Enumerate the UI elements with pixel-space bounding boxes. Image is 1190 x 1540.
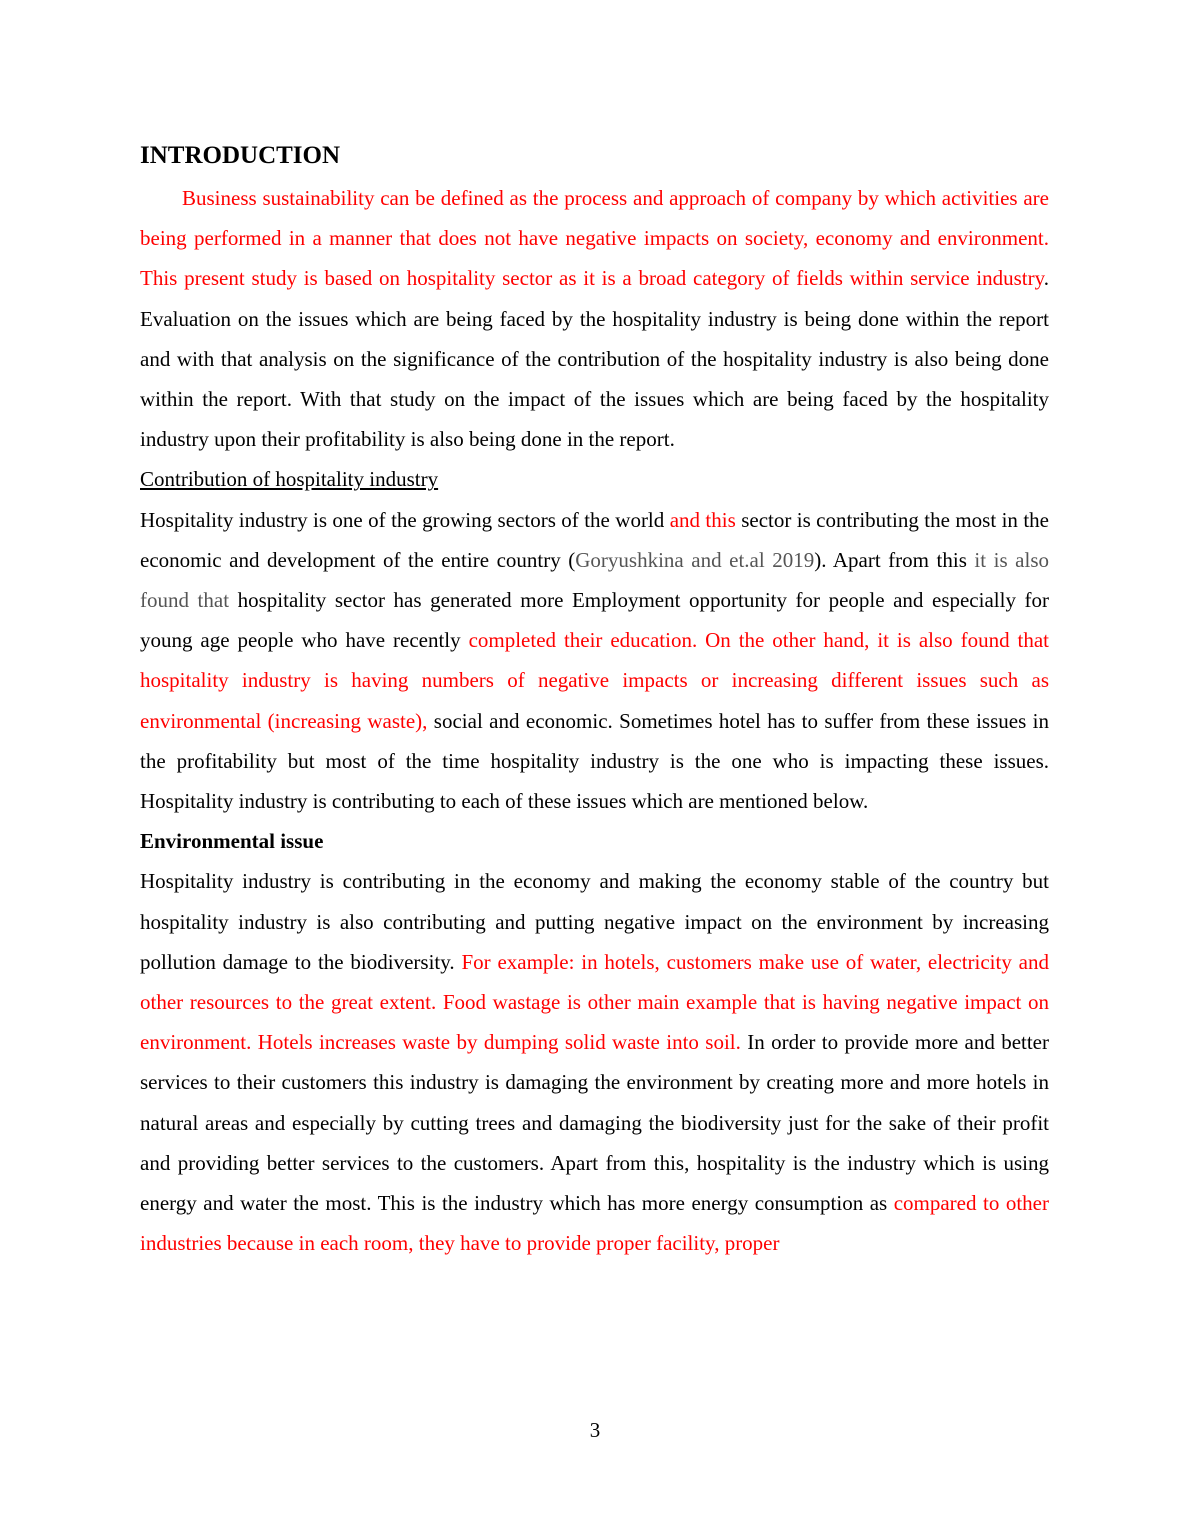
environmental-highlight-2: compared to other industries because in each room, they have to provide proper facility, proper [140, 1191, 1049, 1256]
contribution-text-2: sector is contributing the most in the economic and development of the entire country ( [140, 507, 1049, 572]
contribution-highlight-1: and this [669, 507, 736, 532]
intro-highlighted-text: Business sustainability can be defined as the process and approach of company by which activities are being performed in a manner that does not have negative impacts on society, economy and environment. This present study is based on hospitality sector as it is a broad category of fields within service industry [140, 186, 1049, 291]
contribution-text-3: ). Apart from this [814, 547, 975, 572]
intro-paragraph [140, 178, 1049, 459]
page-number: 3 [589, 1418, 601, 1442]
intro-text: . Evaluation on the issues which are being faced by the hospitality industry is being done within the report and with that analysis on the significance of the contribution of the hospitality industry is also being done within the report. With that study on the impact of the issues which are being faced by the hospitality industry upon their profitability is also being done in the report. [140, 266, 1049, 452]
contribution-text-5: social and economic. Sometimes hotel has to suffer from these issues in the profitability but most of the time hospitality industry is the one who is impacting these issues. Hospitality industry is contributing to each of these issues which are mentioned below. [140, 708, 1049, 814]
subheading-environmental-issue: Environmental issue [140, 829, 324, 854]
contribution-gray-text: it is also found that [140, 547, 1049, 613]
contribution-text-4: hospitality sector has generated more Employment opportunity for people and especially for young age people who have recently [140, 588, 1049, 653]
contribution-paragraph [140, 500, 1049, 822]
contribution-text-1: Hospitality industry is one of the growing sectors of the world [140, 507, 670, 532]
contribution-highlight-2: completed their education. On the other hand, it is also found that hospitality industry is having numbers of negative impacts or increasing different issues such as environmental (increasing waste), [140, 628, 1049, 733]
environmental-text-2: In order to provide more and better services to their customers this industry is damaging the environment by creating more and more hotels in natural areas and especially by cutting trees and damaging the biodiversity just for the sake of their profit and providing better services to the customers. Apart from this, hospitality is the industry which is using energy and water the most. This is the industry which has more energy consumption as [140, 1030, 1049, 1216]
subheading-contribution: Contribution of hospitality industry [140, 467, 439, 492]
environmental-highlight-1: For example: in hotels, customers make use of water, electricity and other resources to the great extent. Food wastage is other main example that is having negative impact on environment. Hotels increases waste by dumping solid waste into soil. [140, 949, 1049, 1055]
environmental-text-1: Hospitality industry is contributing in the economy and making the economy stable of the country but hospitality industry is also contributing and putting negative impact on the environment by increasing pollution damage to the biodiversity. [140, 869, 1049, 974]
section-heading-introduction: INTRODUCTION [140, 142, 341, 169]
citation: Goryushkina and et.al 2019 [575, 547, 815, 572]
environmental-paragraph [140, 861, 1049, 1263]
page-content [140, 138, 1049, 1263]
